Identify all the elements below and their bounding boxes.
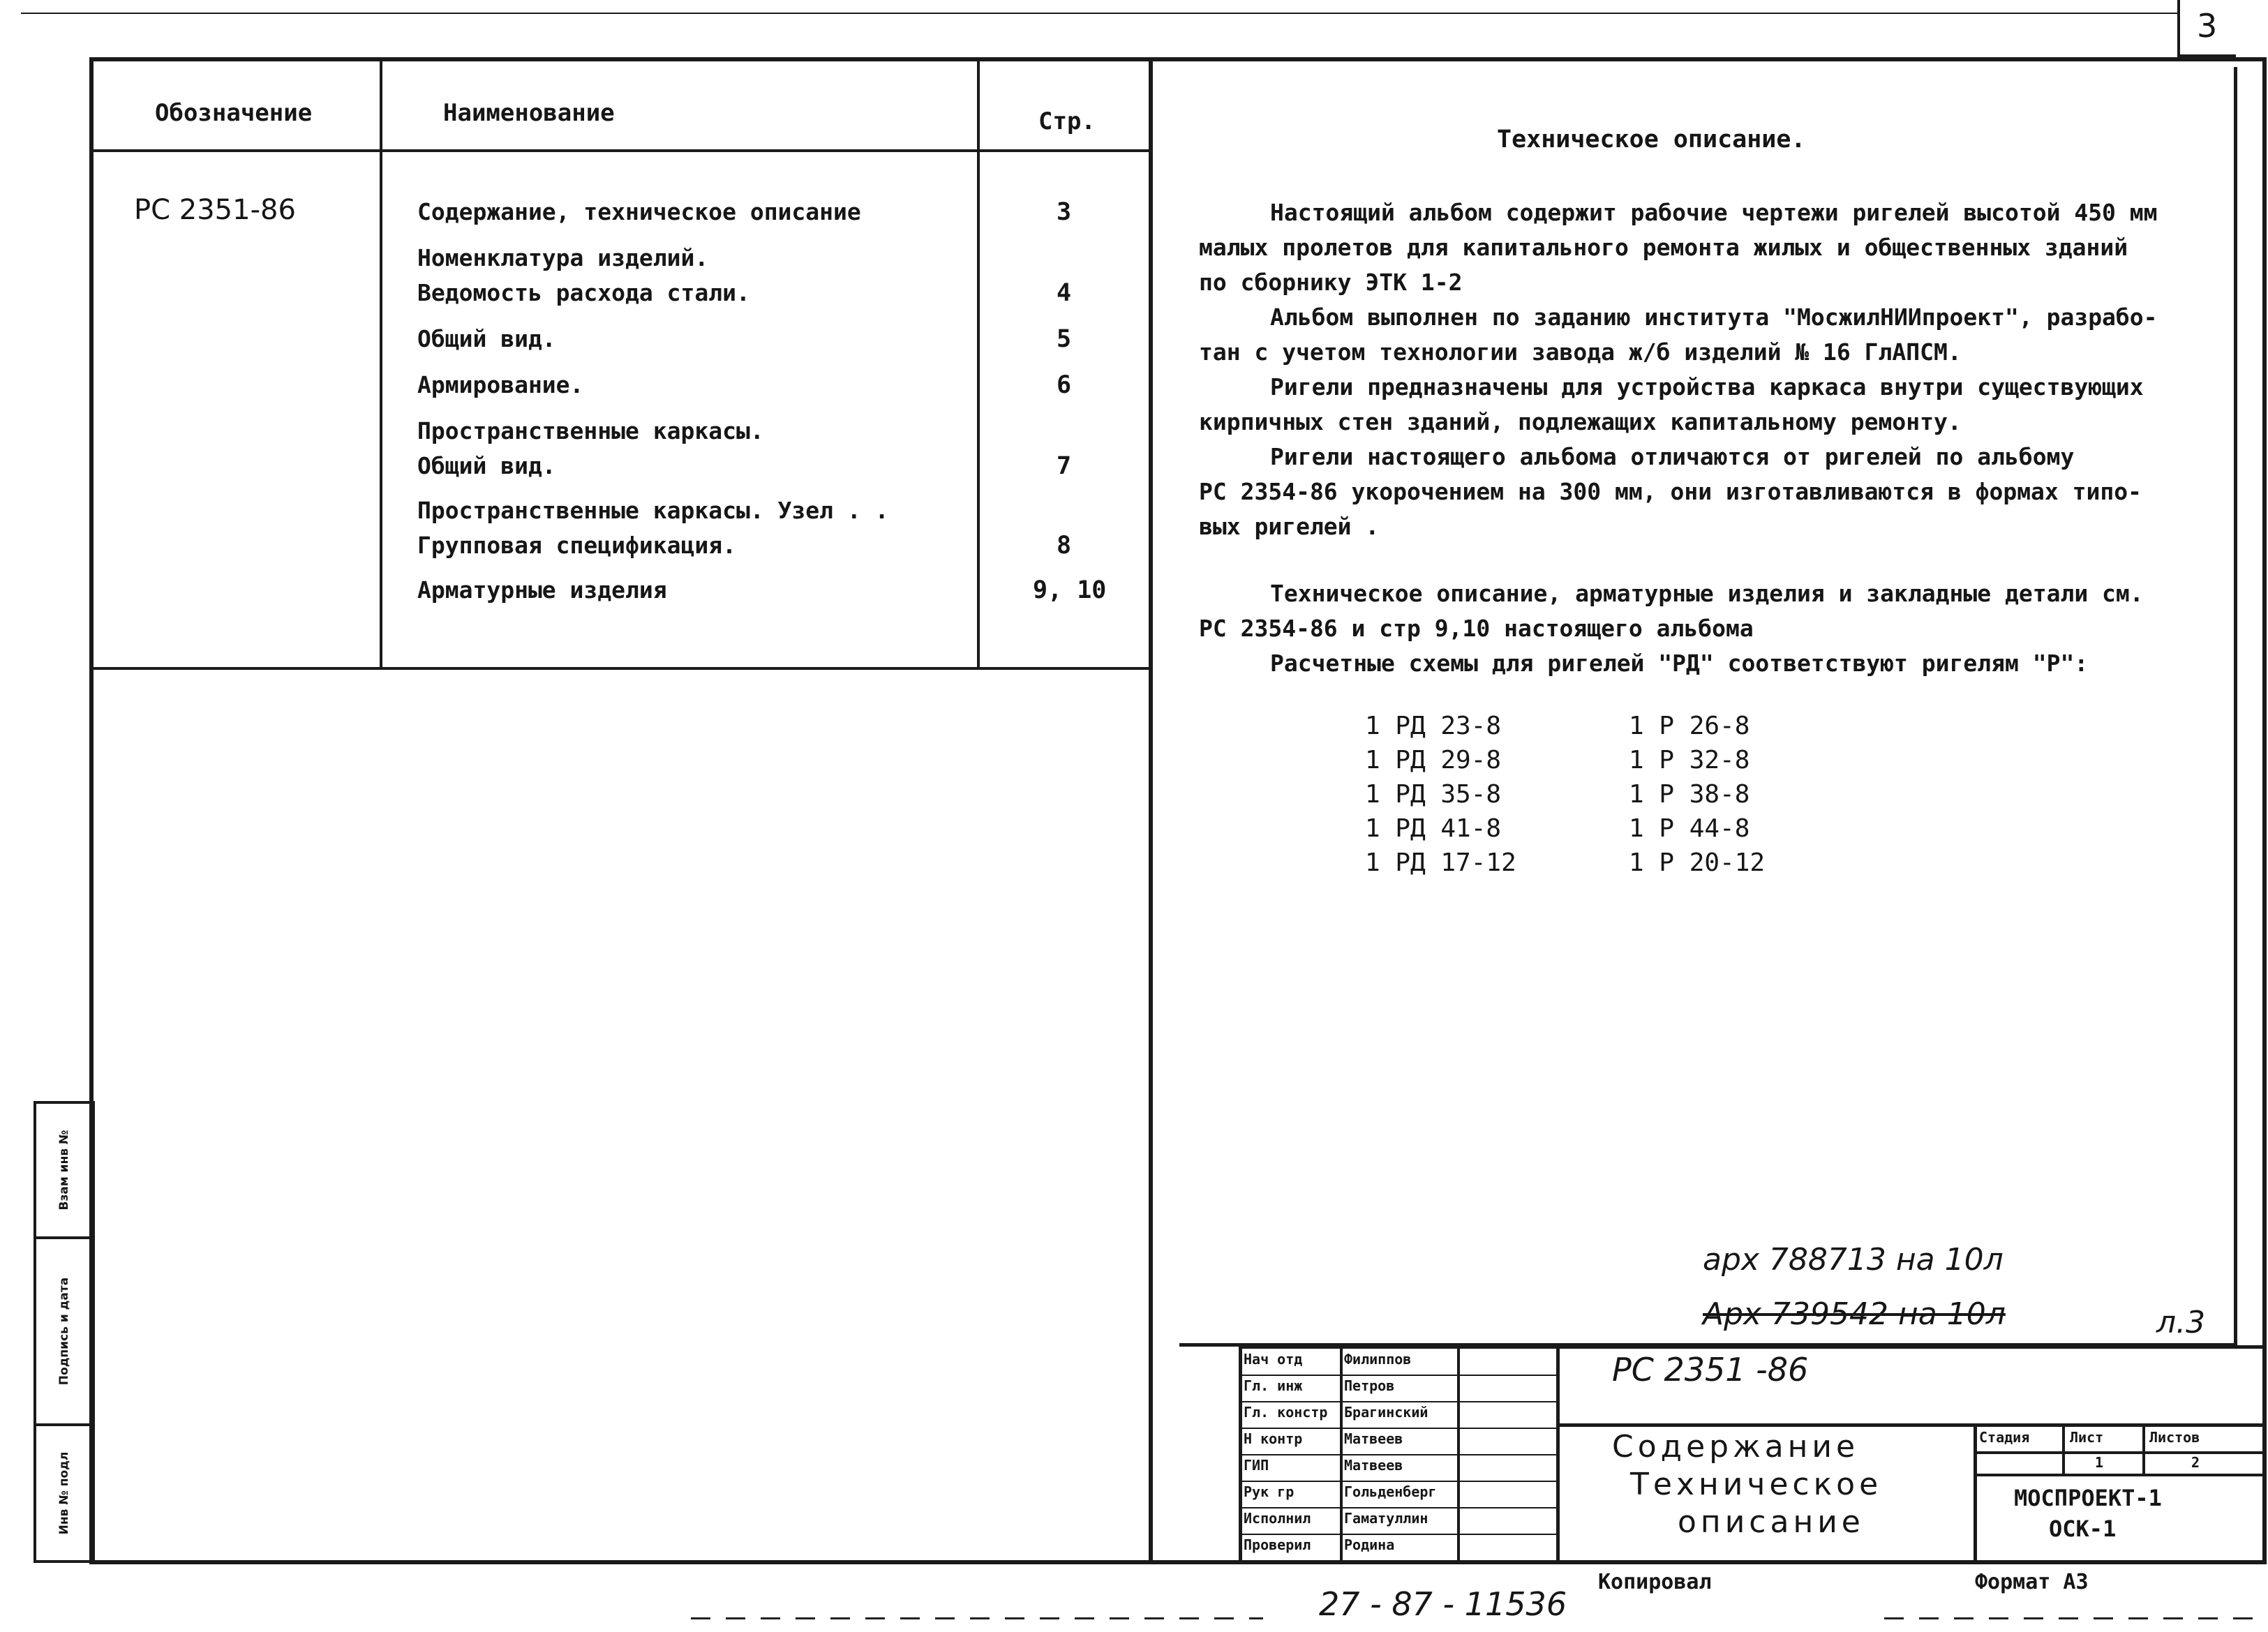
sheets-header: Листов xyxy=(2149,1429,2200,1446)
role-row-line xyxy=(1241,1375,1558,1376)
contents-row-page: 4 xyxy=(1057,279,1072,307)
frame-divider xyxy=(1149,61,1153,1562)
description-line: вых ригелей . xyxy=(1199,513,1380,540)
beam-r: 1 Р 26-8 xyxy=(1629,712,1750,740)
sheet-mark: л.3 xyxy=(2156,1305,2206,1340)
contents-row-name: Пространственные каркасы. xyxy=(417,417,764,444)
role-name: Матвеев xyxy=(1344,1430,1403,1447)
description-line: Техническое описание, арматурные изделия и закладные детали см. xyxy=(1270,580,2144,607)
role-label: ГИП xyxy=(1244,1457,1269,1474)
doc-title-line: Техническое xyxy=(1630,1467,1883,1502)
copied-label: Копировал xyxy=(1598,1570,1712,1594)
beam-rd: 1 РД 41-8 xyxy=(1365,814,1502,843)
beam-rd: 1 РД 29-8 xyxy=(1365,746,1502,774)
contents-col-divider-1 xyxy=(380,61,382,670)
beam-r: 1 Р 20-12 xyxy=(1629,848,1766,877)
role-label: Н контр xyxy=(1244,1430,1303,1447)
role-name: Матвеев xyxy=(1344,1457,1403,1474)
contents-row-page: 9, 10 xyxy=(1033,576,1107,604)
description-line: тан с учетом технологии завода ж/б изделий № 16 ГлАПСМ. xyxy=(1199,338,1962,366)
beam-r: 1 Р 38-8 xyxy=(1629,780,1750,809)
role-name: Родина xyxy=(1344,1536,1395,1553)
bottom-dash-left xyxy=(691,1617,1263,1619)
role-row-line xyxy=(1241,1534,1558,1535)
side-stamp-signature xyxy=(33,1236,95,1426)
doc-title-line: Содержание xyxy=(1612,1429,1860,1465)
contents-row-name: Пространственные каркасы. Узел . . xyxy=(417,497,889,524)
beam-rd: 1 РД 35-8 xyxy=(1365,780,1502,809)
role-row-line xyxy=(1241,1507,1558,1509)
side-stamp-signature-label: Подпись и дата xyxy=(57,1277,71,1386)
sheets-value: 2 xyxy=(2191,1454,2200,1471)
description-line: Ригели предназначены для устройства каркаса внутри существующих xyxy=(1270,373,2144,400)
contents-row-page: 6 xyxy=(1057,371,1072,399)
contents-header-line xyxy=(94,149,1149,152)
archive-note-crossed: Арх 739542 на 10л xyxy=(1703,1296,2006,1332)
description-line: Ригели настоящего альбома отличаются от ригелей по альбому xyxy=(1270,443,2075,470)
role-label: Нач отд xyxy=(1244,1351,1303,1368)
description-line: кирпичных стен зданий, подлежащих капитальному ремонту. xyxy=(1199,408,1962,435)
contents-row-name: Общий вид. xyxy=(417,452,556,479)
contents-row-name: Групповая спецификация. xyxy=(417,532,736,559)
contents-designation: РС 2351-86 xyxy=(134,194,296,226)
role-row-line xyxy=(1241,1454,1558,1455)
role-label: Исполнил xyxy=(1244,1510,1311,1527)
sheet-number: 3 xyxy=(2197,7,2218,45)
beam-rd: 1 РД 23-8 xyxy=(1365,712,1502,740)
organization-line-1: МОСПРОЕКТ-1 xyxy=(2014,1485,2162,1511)
description-line: Настоящий альбом содержит рабочие чертежи ригелей высотой 450 мм xyxy=(1270,199,2158,226)
contents-row-name: Арматурные изделия xyxy=(417,576,667,604)
tb-stage-line xyxy=(1975,1451,2265,1454)
contents-row-page: 3 xyxy=(1057,198,1072,226)
role-name: Гольденберг xyxy=(1344,1483,1437,1500)
doc-code: РС 2351 -86 xyxy=(1612,1351,1809,1388)
role-row-line xyxy=(1241,1401,1558,1402)
description-title: Техническое описание. xyxy=(1497,126,1806,154)
contents-bottom-line xyxy=(94,667,1150,670)
organization-line-2: ОСК-1 xyxy=(2049,1515,2117,1542)
contents-row-page: 5 xyxy=(1057,325,1072,353)
contents-row-name: Армирование. xyxy=(417,371,584,398)
role-label: Гл. констр xyxy=(1244,1404,1328,1421)
role-label: Рук гр xyxy=(1244,1483,1295,1500)
beam-r: 1 Р 32-8 xyxy=(1629,746,1750,774)
header-page: Стр. xyxy=(1038,107,1096,135)
sheet-value: 1 xyxy=(2095,1454,2104,1471)
contents-col-divider-2 xyxy=(977,61,980,670)
contents-row-page: 8 xyxy=(1057,532,1072,560)
description-line: Альбом выполнен по заданию института "МосжилНИИпроект", разрабо- xyxy=(1270,304,2158,331)
bottom-code: 27 - 87 - 11536 xyxy=(1319,1585,1567,1623)
description-line: по сборнику ЭТК 1-2 xyxy=(1199,269,1463,296)
role-name: Гаматуллин xyxy=(1344,1510,1428,1527)
archive-note: арх 788713 на 10л xyxy=(1703,1242,2004,1278)
tb-stage-div-1 xyxy=(2062,1425,2065,1475)
role-label: Гл. инж xyxy=(1244,1377,1303,1394)
side-stamp-replace-label: Взам инв № xyxy=(57,1130,71,1211)
role-name: Филиппов xyxy=(1344,1351,1412,1368)
side-stamp-inventory-label: Инв № подл xyxy=(57,1451,71,1535)
beam-r: 1 Р 44-8 xyxy=(1629,814,1750,843)
description-line: РС 2354-86 укорочением на 300 мм, они изготавливаются в формах типо- xyxy=(1199,478,2142,505)
tb-code-line xyxy=(1558,1423,2265,1427)
header-designation: Обозначение xyxy=(155,99,313,127)
top-edge-line xyxy=(21,13,2177,14)
role-row-line xyxy=(1241,1481,1558,1482)
header-name: Наименование xyxy=(443,99,615,127)
description-line: РС 2354-86 и стр 9,10 настоящего альбома xyxy=(1199,615,1754,642)
format-label: Формат А3 xyxy=(1975,1570,2089,1594)
role-label: Проверил xyxy=(1244,1536,1311,1553)
contents-row-name: Номенклатура изделий. xyxy=(417,244,709,271)
contents-row-name: Ведомость расхода стали. xyxy=(417,279,750,306)
description-line: малых пролетов для капитального ремонта жилых и общественных зданий xyxy=(1199,234,2128,261)
role-name: Петров xyxy=(1344,1377,1395,1394)
doc-title-line: описание xyxy=(1678,1504,1865,1540)
contents-row-name: Общий вид. xyxy=(417,325,556,352)
stage-header: Стадия xyxy=(1979,1429,2030,1446)
side-stamp-inventory xyxy=(33,1423,95,1563)
role-row-line xyxy=(1241,1428,1558,1429)
role-name: Брагинский xyxy=(1344,1404,1428,1421)
sheet-header: Лист xyxy=(2070,1429,2104,1446)
contents-row-page: 7 xyxy=(1057,452,1072,480)
tb-stage-div-2 xyxy=(2142,1425,2145,1475)
description-line: Расчетные схемы для ригелей "РД" соответствуют ригелям "Р": xyxy=(1270,650,2089,677)
tb-stage-line-2 xyxy=(1975,1474,2265,1476)
bottom-dash-right xyxy=(1884,1617,2254,1619)
tb-divider-info xyxy=(1974,1423,1977,1563)
beam-rd: 1 РД 17-12 xyxy=(1365,848,1516,877)
side-stamp-replace xyxy=(33,1101,95,1239)
contents-row-name: Содержание, техническое описание xyxy=(417,198,861,225)
